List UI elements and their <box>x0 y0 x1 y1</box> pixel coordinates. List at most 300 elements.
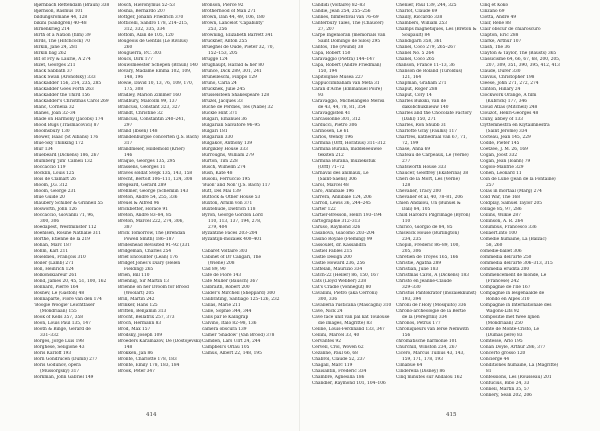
index-entry: Cold War, The 168 <box>480 195 521 200</box>
index-entry: Brunce, Dick 289, 301, 241 <box>202 69 262 74</box>
index-entry: 279, 404 <box>208 225 228 230</box>
index-entry: 156 <box>402 333 411 338</box>
index-entry: 72, 199 <box>402 141 419 146</box>
index-entry: Champs magnétiques, Les (Breton & <box>396 27 477 32</box>
index-entry: 331–332 <box>40 333 59 338</box>
index-entry: Bruno, Carla 24 <box>202 81 237 86</box>
index-entry: Connery, Sean 202, 206 <box>480 393 532 398</box>
index-entry: 150, 194 <box>318 69 338 74</box>
index-entry: Callas, Marie 211 <box>202 303 241 308</box>
index-entry: Boedapest, Westminster 112 <box>34 225 97 230</box>
index-entry: Cohen, Leonard 11 <box>480 171 522 176</box>
index-entry: 'Buon' and Non' (J.S. Bach) 117 <box>202 183 271 188</box>
index-entry: Brill, Martin 242 <box>118 297 155 302</box>
index-entry: chanson, France 11–13, 36 <box>396 63 455 68</box>
index-entry: Brinker, Hans 125 <box>118 303 158 308</box>
index-entry: Charles and the Chocolate Factory <box>396 111 472 116</box>
page-number: 414 <box>146 412 157 418</box>
index-entry: Coldplay, Samuel Taylor 205 <box>480 201 543 206</box>
right-page <box>300 0 600 431</box>
index-entry: Chroniqueurs van Ierse Nemwith <box>396 327 469 332</box>
index-entry: Book of Kells 357, 358 <box>34 315 83 320</box>
index-entry: Comtesse, Arlo 195 <box>480 339 523 344</box>
index-entry: Capa, Robert 150 <box>312 51 351 56</box>
index-entry: Carinosen, Le 61 <box>312 129 350 134</box>
index-entry: Bizet, Georges 211 <box>34 63 76 68</box>
index-entry: Cannes, filmfestival van 76–69 <box>312 15 379 20</box>
index-entry: Bond, James 20, 45, 51, 100, 162 <box>34 279 107 284</box>
index-entry: Bjørnbach Rettendam (Braun) 338 <box>34 3 110 8</box>
index-entry: Café de Flore 143 <box>202 273 242 278</box>
index-entry: Commencement de monde, Le <box>480 273 547 278</box>
index-entry: Cabinet of Dr Caligari, The <box>202 255 262 260</box>
index-entry: (Wiene) 208 <box>208 261 235 266</box>
index-entry: Blackadder's Christmas Carol 269 <box>34 99 109 104</box>
index-entry: 93 <box>318 93 324 98</box>
index-entry: Codde, Pieter 145 <box>480 141 520 146</box>
index-entry: Boccaccio, Giovanni 71, 96, <box>34 213 95 218</box>
index-entry: Bonnaparte, Flore van den 174 <box>34 297 102 302</box>
index-entry: Brandmeier, Hildemold (Krier) <box>118 147 185 152</box>
index-entry: Casanova, Giacomo 203–204 <box>312 231 375 236</box>
index-entry: dakobchuknieuw 140 <box>402 105 449 110</box>
index-entry: Clavius, Christopher 198 <box>480 75 535 80</box>
index-entry: Bulgari 181 <box>202 129 228 134</box>
index-entry: Cogan, Jean (Ioann) 79 <box>480 159 531 164</box>
index-entry: Camus, Albert 22, 148, 195 <box>202 351 262 356</box>
index-entry: 152–153, 205 <box>208 51 238 56</box>
index-entry: 312, 332, 335, 334 <box>124 27 166 32</box>
index-entry: Clockwork Orange, A film <box>480 93 537 98</box>
index-entry: Brotherhood of Man 271 <box>202 9 256 14</box>
index-entry: Castle Design 200 <box>312 255 352 260</box>
index-entry: Brueghel de Oude, Pieter 32, 70, <box>202 45 274 50</box>
index-entry: Céline, Louis-Ferdinand 133, 347 <box>312 327 385 332</box>
index-entry: 300, 336 <box>318 297 338 302</box>
index-entry: bikini (Sandgren) 40–48 <box>34 21 87 26</box>
index-entry: Caran d'Ache (Emmanuel Poiré) <box>312 87 383 92</box>
index-entry: Chaput, Cory 14 <box>396 93 432 98</box>
index-entry: teksten 212 <box>318 153 344 158</box>
index-entry: Colas in mortaal (Marg) 274 <box>480 189 542 194</box>
index-entry: Blue-Sky Thinking 172 <box>34 141 84 146</box>
index-entry: Bulgarian 330 <box>202 135 233 140</box>
index-entry: Brideshead Revisited 91–92 (331 <box>118 243 190 248</box>
index-entry: Calvino, Italo 82–98, 136 <box>202 321 257 326</box>
index-entry: Brancusi, Constant 323, 327 <box>118 105 181 110</box>
index-entry: Burgikley House 333 <box>202 147 248 152</box>
index-entry: Brocht, Bellatrix 257, 373 <box>118 315 175 320</box>
index-entry: Bronson, Pierce 92 <box>202 3 244 8</box>
index-entry: Coin de Lune (Jean de la Fontaine) <box>480 177 556 182</box>
index-entry: Bolkonskiareur 261 <box>34 273 77 278</box>
index-entry: Bradbury, Malcolm 99, 137 <box>118 99 178 104</box>
index-entry: Brughaupt, Harald & her 80 <box>202 63 264 68</box>
index-entry: Camer 'Shadow' (Van Brood) 378 <box>202 333 275 338</box>
index-entry: Birkin bag 262 <box>34 51 67 56</box>
index-entry: Brown, Lancelot 'Capability' <box>202 21 264 26</box>
index-entry: commedia dell'arte 306–313, 315 <box>480 261 553 266</box>
index-entry: 146 <box>124 153 133 158</box>
index-entry: Cavalleria rusticana (Mascagni) 310 <box>312 303 392 308</box>
index-entry: Cervantes 92 <box>312 339 341 344</box>
index-entry: Chanson de Roland (Turoldus) <box>396 69 463 74</box>
index-entry: (Mondriaan) 155 <box>40 309 77 314</box>
index-entry: 207, 309, 351, 390, 395, 412, 413 <box>486 63 560 68</box>
index-entry: Carcassonne 301, 312 <box>312 117 361 122</box>
index-entry: Bush, Kate 48 <box>202 171 233 176</box>
index-entry: (Dumas père) 83 <box>486 333 523 338</box>
index-entry: Borges, Jorge Luis 198 <box>34 339 84 344</box>
index-entry: Clarke, Arthur 107 <box>480 39 522 44</box>
index-entry: Chronos, Petrus 177 <box>396 321 441 326</box>
index-entry: Bohan, Marc 187 <box>34 243 72 248</box>
index-entry: Christo en Jeanne-Claude <box>396 279 452 284</box>
index-entry: Chailly, Riccardo 338 <box>396 15 443 20</box>
index-entry: 148, 196 <box>124 75 144 80</box>
index-entry: Collins, Wilkie 287 <box>480 213 521 218</box>
index-entry: Briennig, Sir Martin 13 <box>118 279 169 284</box>
index-entry: Chagall, Marc 119 <box>312 363 353 368</box>
index-entry: Black Swan (Aronofsky) 333 <box>34 75 96 80</box>
index-entry: Broch, Hermann 83 <box>118 321 162 326</box>
index-entry: Carmina Burana, muziekstuk <box>312 159 376 164</box>
index-entry: Bosnev, Le (Gaston) 48 <box>34 291 85 296</box>
index-entry: Columbus, Francesco 336 <box>480 225 537 230</box>
index-entry: Bonnard, Pierre 164 <box>34 285 79 290</box>
index-entry: Confucius, Bibo 24, 33 <box>480 381 530 386</box>
index-entry: 'Boogie Woogie' Leichtfaser <box>34 303 95 308</box>
index-entry: Claude, Dürer 330 <box>480 69 521 74</box>
index-entry: Bougeois de Gentils (Le Rivilus) <box>118 39 188 44</box>
index-entry: Bovary, Madame Emma 102, 109, <box>118 69 192 74</box>
index-entry: Carter 122 <box>312 207 336 212</box>
index-entry: 27, 207 <box>318 27 335 32</box>
index-entry: Cogolo-Manfrie 329 <box>480 165 524 170</box>
index-entry: Brusselsteen Shakespeare 128 <box>202 93 270 98</box>
index-entry: 159, 171, 178, 193 <box>402 357 444 362</box>
index-entry: Saint Domingo de Silos) 295 <box>318 39 381 44</box>
index-entry: (Saint-Saëns) 306 <box>318 177 357 182</box>
index-entry: Brancusi, Constantin 240–241, <box>118 117 186 122</box>
index-entry: Blackadder Goes Forth 263 <box>34 87 94 92</box>
index-entry: Breton, Marcel 222, 274, 306, <box>118 219 184 224</box>
index-entry: Cartier-Bresson, Henri 193–194 <box>312 213 382 218</box>
index-entry: (Mussorgsky) 317 <box>40 369 80 374</box>
index-entry: Bridget Jones's Diary (Helen <box>118 261 181 266</box>
index-entry: Blue Guide 20 <box>34 195 65 200</box>
index-entry: Buxton, Arnim von 371 <box>202 201 253 206</box>
index-column <box>396 3 480 403</box>
index-entry: Cinq et Koko <box>480 3 509 8</box>
index-entry: Buckle Hint 371 <box>202 111 238 116</box>
index-entry: Blackadder 156, 214, 235, 285 <box>34 81 102 86</box>
index-entry: Carol, Marcel 48 <box>312 183 349 188</box>
index-entry: Brandt, Christine 32 <box>118 111 163 116</box>
index-entry: Blood Bugs (Trasmacovici) 87 <box>34 123 100 128</box>
index-entry: 300, 306 <box>40 219 60 224</box>
index-entry: Bois de Clamart 26 <box>34 177 76 182</box>
index-entry: Caruso, Raymond 326 <box>312 225 361 230</box>
index-entry: Comédie humaine, La (Balzac) <box>480 237 547 242</box>
index-entry: Blanes, Joan 32–34 <box>34 111 76 116</box>
index-entry: Bruckner, Anton 255 <box>202 39 248 44</box>
index-entry: Coetzee, J. M. 26, 169 <box>480 147 528 152</box>
page-number: 415 <box>446 412 457 418</box>
index-entry: 193, 394 <box>402 297 422 302</box>
index-entry: Clash, The 36 <box>480 45 510 50</box>
index-entry: Soupault) 84 <box>402 33 430 38</box>
index-entry: Chase, Anna 69 <box>396 147 431 152</box>
index-entry: Clayton & Taylor, The (Bausts) 365 <box>480 51 557 56</box>
index-entry: Borkman, John Gabriel 149 <box>34 375 94 380</box>
index-entry: Birnenkrieg 214 <box>34 27 70 32</box>
index-entry: Boieldieu, François 310 <box>34 255 86 260</box>
index-entry: Byzantine Faces 203–204 <box>202 231 258 236</box>
index-entry: Blumberg 'Jim' Cameli 132 <box>34 159 93 164</box>
index-entry: Charles, Ron Shubb 31 <box>396 123 447 128</box>
index-entry: Busch, Wilhelm 274 <box>202 165 246 170</box>
index-entry: Bloom, J.G. 312 <box>34 183 68 188</box>
index-entry: camera obscura 139 <box>202 327 247 332</box>
index-entry: Blade on Harmony (Jacobs) 174 <box>34 117 104 122</box>
index-column <box>34 3 118 403</box>
index-entry: Chartres, kathedraal van 67, 71, <box>396 135 467 140</box>
index-entry: Conditiones humaine, La (Magritte) <box>480 363 559 368</box>
index-entry: Brassens, Georges 11 <box>118 165 166 170</box>
index-entry: Charlot, Claude 69 <box>396 9 438 14</box>
index-entry: Child Harold's Pilgrimage (Byron) <box>396 213 471 218</box>
index-entry: Caravaggisten 41 <box>312 111 351 116</box>
index-entry: Calder's Mirchell (Sheppard) 300 <box>202 291 276 296</box>
index-entry: Böhm, Karl 211 <box>34 249 69 254</box>
index-entry: 253, 256 <box>208 27 228 32</box>
index-entry: Christian, Julie 183 <box>396 267 439 272</box>
index-entry: Wagons-Lits 92 <box>486 309 520 314</box>
index-entry: Cervell, Crol, Woven 62 <box>312 345 364 350</box>
index-entry: Browning, Elizabeth Barrett 341 <box>202 33 274 38</box>
index-entry: Cattelan, Maurizio 334 <box>312 267 363 272</box>
index-entry: Bulgakov, Anthony 139 <box>202 141 253 146</box>
index-entry: Black Sabbath 37 <box>34 69 73 74</box>
index-entry: Capitolijnse Musea 227 <box>312 75 364 80</box>
index-entry: Byzantijn-mozaïek 400–401 <box>202 237 262 242</box>
index-entry: Borghese, Seligione 43 <box>34 345 85 350</box>
index-entry: Chrono-archeologie de la Bertie <box>396 309 466 314</box>
index-entry: Brodsky, Joseph 109 <box>118 333 163 338</box>
index-entry: Bouwsmeester Schepen (Braun) 140 <box>118 63 198 68</box>
index-entry: Casino Royale (Fleming) 99 <box>312 237 373 242</box>
index-entry: 175, 308 <box>124 87 144 92</box>
index-entry: Chaucer, Geoffrey (Ekaterina) 38 <box>396 171 469 176</box>
index-entry: Chandler, Raymond 101, 104–106 <box>312 381 386 386</box>
index-entry: Brickbetter, Horace 91 <box>118 207 168 212</box>
index-entry: Blaubery Schiller & Grinnell 55 <box>34 201 103 206</box>
index-entry: Bottom, Alan de 105, 120 <box>118 33 174 38</box>
index-entry: Chambre, Agnesilla 186 <box>312 375 365 380</box>
index-entry: Brod, Max 157 <box>118 327 151 332</box>
index-entry: Brief Encounter (Lean) 176 <box>118 255 178 260</box>
index-entry: Charlotte Gray (Faulks) 117 <box>396 129 457 134</box>
index-entry: Classicisme 64, 66, 67, 68, 200, 205, <box>480 57 561 62</box>
index-entry: 205, 306 <box>402 249 422 254</box>
index-entry: Clinton, Hillary 24 <box>480 87 521 92</box>
index-entry: Burton, Tim 228 <box>202 159 238 164</box>
index-entry: Castle Howard 236, 256 <box>312 261 365 266</box>
index-entry: Birds, The (Hitchcock) 70 <box>34 39 91 44</box>
index-entry: Bulgari, Emanuel 36 <box>202 117 247 122</box>
index-entry: Brandenburgse concerten (J.S. Bach) <box>118 135 199 140</box>
index-entry: Burroughs, William 279 <box>202 153 254 158</box>
index-entry: Chanel, Coco 265 <box>396 57 435 62</box>
index-entry: Cave, Nick 24 <box>312 309 343 314</box>
index-entry: Chanel, Coco 279, 265–267 <box>396 45 456 50</box>
index-entry: 121, 164 <box>402 75 422 80</box>
index-entry: 110 <box>402 219 411 224</box>
index-entry: (Mondriaan) 250 <box>486 321 523 326</box>
index-entry: Concierge 44 <box>480 357 510 362</box>
index-entry: Cinq minutes sur Andalou 162 <box>396 375 463 380</box>
index-entry: Carmina (Orff, Horatius) 311–312 <box>312 141 386 146</box>
index-entry: 329–330 <box>402 285 421 290</box>
index-entry: Cats (Lloyd Webber) 238 <box>312 279 367 284</box>
index-entry: Caro, Annibale 196 <box>312 189 355 194</box>
index-entry: Bridgeman, Charles 254 <box>118 249 172 254</box>
index-entry: Cézanne, Paul 66, 68 <box>312 351 358 356</box>
index-entry: Buche de Perdies, Tes (Nabe) 32 <box>202 105 274 110</box>
index-entry: Brown, Dan 44, 49, 106, 180 <box>202 15 265 20</box>
index-entry: Chaisantin, Frédéric 334 <box>312 369 367 374</box>
index-entry: Blur 134 <box>34 147 53 152</box>
index-entry: Bradley, Marion Zimmer 160 <box>118 93 181 98</box>
index-entry: Compagnie de l'Ile 167 <box>480 285 531 290</box>
index-entry: (Kubrick) 177, 346 <box>486 99 527 104</box>
index-column <box>118 3 202 403</box>
index-entry: (Saint Jérôme) 334 <box>486 129 528 134</box>
index-entry: Bloom, George 231 <box>34 189 76 194</box>
index-entry: Chambers, William 253 <box>396 21 448 26</box>
index-entry: Chénier, Paul 139, 244, 325 <box>396 3 457 8</box>
index-entry: (Orff) 71–72 <box>318 165 345 170</box>
index-entry: Carpe Ingenioran (memorials van <box>312 33 386 38</box>
index-entry: Cappuccimbaham van Meta 31 <box>312 81 380 86</box>
index-entry: Compagnie in Internationale des <box>480 303 552 308</box>
index-entry: Castiel Fables 215 <box>312 249 353 254</box>
index-entry: Bosnia, Bernardo 207 <box>118 9 166 14</box>
index-entry: Brontë, Charlotte 178, 183 <box>118 357 177 362</box>
index-entry: Chatsworth House 333 <box>396 165 447 170</box>
index-entry: (Woolart) 205 <box>124 291 154 296</box>
index-entry: Chien Andalou, Un (Buñuel & <box>396 201 461 206</box>
index-entry: Blower, Isaac (St Albans) 176 <box>34 135 99 140</box>
index-entry: Cavallini, Pietro (aka Cerroni) <box>312 291 378 296</box>
index-entry: Conan Doyle, Arthur 286, 377 <box>480 345 546 350</box>
index-entry: Cad 89, 90 <box>202 267 226 272</box>
index-entry: Carlos, Wendy 196 <box>312 135 353 140</box>
index-entry: Brontë, Emily 178, 183, 184 <box>118 363 180 368</box>
index-entry: Böcklin, Louis 125 <box>34 171 75 176</box>
index-entry: Boris Karloff 193 <box>34 351 72 356</box>
index-entry: Brienne on her Droom for Brood <box>118 285 189 290</box>
index-entry: Chandigarh 358, 361 <box>396 39 443 44</box>
index-entry: Brook, Peter 347 <box>118 369 155 374</box>
index-entry: Booth & Binge, Gerard de <box>34 327 91 332</box>
index-entry: Confessions, Les (Rousseau) 201 <box>480 375 552 380</box>
index-entry: Candie, Jean 254, 255–256 <box>312 9 371 14</box>
index-entry: Compagnie in lesgehaalde de <box>480 291 545 296</box>
index-column <box>480 3 564 403</box>
index-entry: Boccaccio 119 <box>34 165 66 170</box>
index-entry: Christmas Carol, A (Dickens) 183 <box>396 273 469 278</box>
index-entry: Britten, Benjamin 313 <box>118 309 167 314</box>
index-entry: Cassoulet, dr. Kassandra <box>312 243 366 248</box>
index-entry: Compositie met twee lijnen <box>480 315 540 320</box>
index-entry: Böttger, Johann Friedrich 370 <box>118 15 184 20</box>
index-entry: Candidi (Voltaire) 82–83 <box>312 3 365 8</box>
index-entry: Chanel No. 5 264 <box>396 51 434 56</box>
index-entry: Calls par le Kalligrap <box>202 315 249 320</box>
index-entry: Brunelleschi, Filippo 129 <box>202 75 257 80</box>
index-entry: Brien, Bill 110 <box>118 273 150 278</box>
index-entry: 148 <box>124 345 133 350</box>
index-entry: Bjørnson, Rasmus 101 <box>34 9 83 14</box>
index-entry: commedia erudita 200 <box>480 267 530 272</box>
index-entry: de la (Peregrini) 334 <box>402 315 448 320</box>
index-entry: Brand (Ibsen) 148 <box>118 129 158 134</box>
index-column <box>202 3 286 403</box>
index-entry: Charles Bukski, van de <box>396 99 447 104</box>
index-entry: Connell, Martin 35, 57 <box>480 387 530 392</box>
index-entry: Café Müller (Bausch) 367 <box>202 279 259 284</box>
index-entry: 128 <box>402 183 411 188</box>
index-entry: Cave face unit van pal kat Toulouse <box>312 315 390 320</box>
index-entry: Cocteau, Jean 145, 229 <box>480 135 531 140</box>
index-entry: Cabaret Voltaire 303 <box>202 249 248 254</box>
index-entry: Chapman, Graham 271 <box>396 81 447 86</box>
index-entry: Chabrol, Claude 52, 237 <box>312 357 366 362</box>
index-entry: Bloomsbury 130 <box>34 129 70 134</box>
index-entry: Cogan, Joost 332 <box>480 153 518 158</box>
index-entry: Carmina Burana, middeleeuwse <box>312 147 382 152</box>
left-index-columns <box>34 3 286 403</box>
index-entry: Cantos, The (Pound) 38 <box>312 45 364 50</box>
index-entry: Brecht, Bertolt 106–111, 124, 308 <box>118 177 193 182</box>
index-entry: Broeders Karamazov, De (Dostojevski) <box>118 339 202 344</box>
index-entry: Bruzel, Jacques 33 <box>202 99 243 104</box>
index-entry: commedia dell'arte 250 <box>480 255 532 260</box>
index-entry: Christus Pantokrator (mozaïekkunst) <box>396 291 477 296</box>
index-entry: Calibrating, Santiago 125–126, 232 <box>202 297 280 302</box>
index-entry: Calle, Sophie 344, 344 <box>202 309 252 314</box>
index-entry: 81 <box>486 369 492 374</box>
right-index-columns <box>312 3 566 403</box>
index-entry: Bluebeard (Dickens) 186, 267 <box>34 153 100 158</box>
index-entry: Byron, George Gordon Lord <box>202 213 263 218</box>
index-entry: Chopin, Frédéric 86–89, 100, <box>396 243 460 248</box>
index-entry: Cat's Cradle (Vonnegut) 80 <box>312 285 372 290</box>
index-entry: Carrera, Annibale 124, 206 <box>312 195 372 200</box>
index-entry: Calbraith, Robert 200 <box>202 285 250 290</box>
index-entry: 58, 260 <box>486 243 503 248</box>
index-entry: Camden, Lars Ulrt 24, 244 <box>202 339 261 344</box>
index-entry: Bowie, David 10, 13, 76, 109, 170, <box>118 81 194 86</box>
index-entry: Botticelli, Sandro 178, 214–215, <box>118 21 189 26</box>
index-entry: Chrétien de Troyes 165, 166 <box>396 255 459 260</box>
index-entry: Churchill, Winston 234, 267 <box>396 345 458 350</box>
index-entry: Böll, Heinrich 124 <box>34 267 74 272</box>
index-entry: 257 <box>486 183 495 188</box>
index-entry: chromatische harmonie 101 <box>396 339 458 344</box>
